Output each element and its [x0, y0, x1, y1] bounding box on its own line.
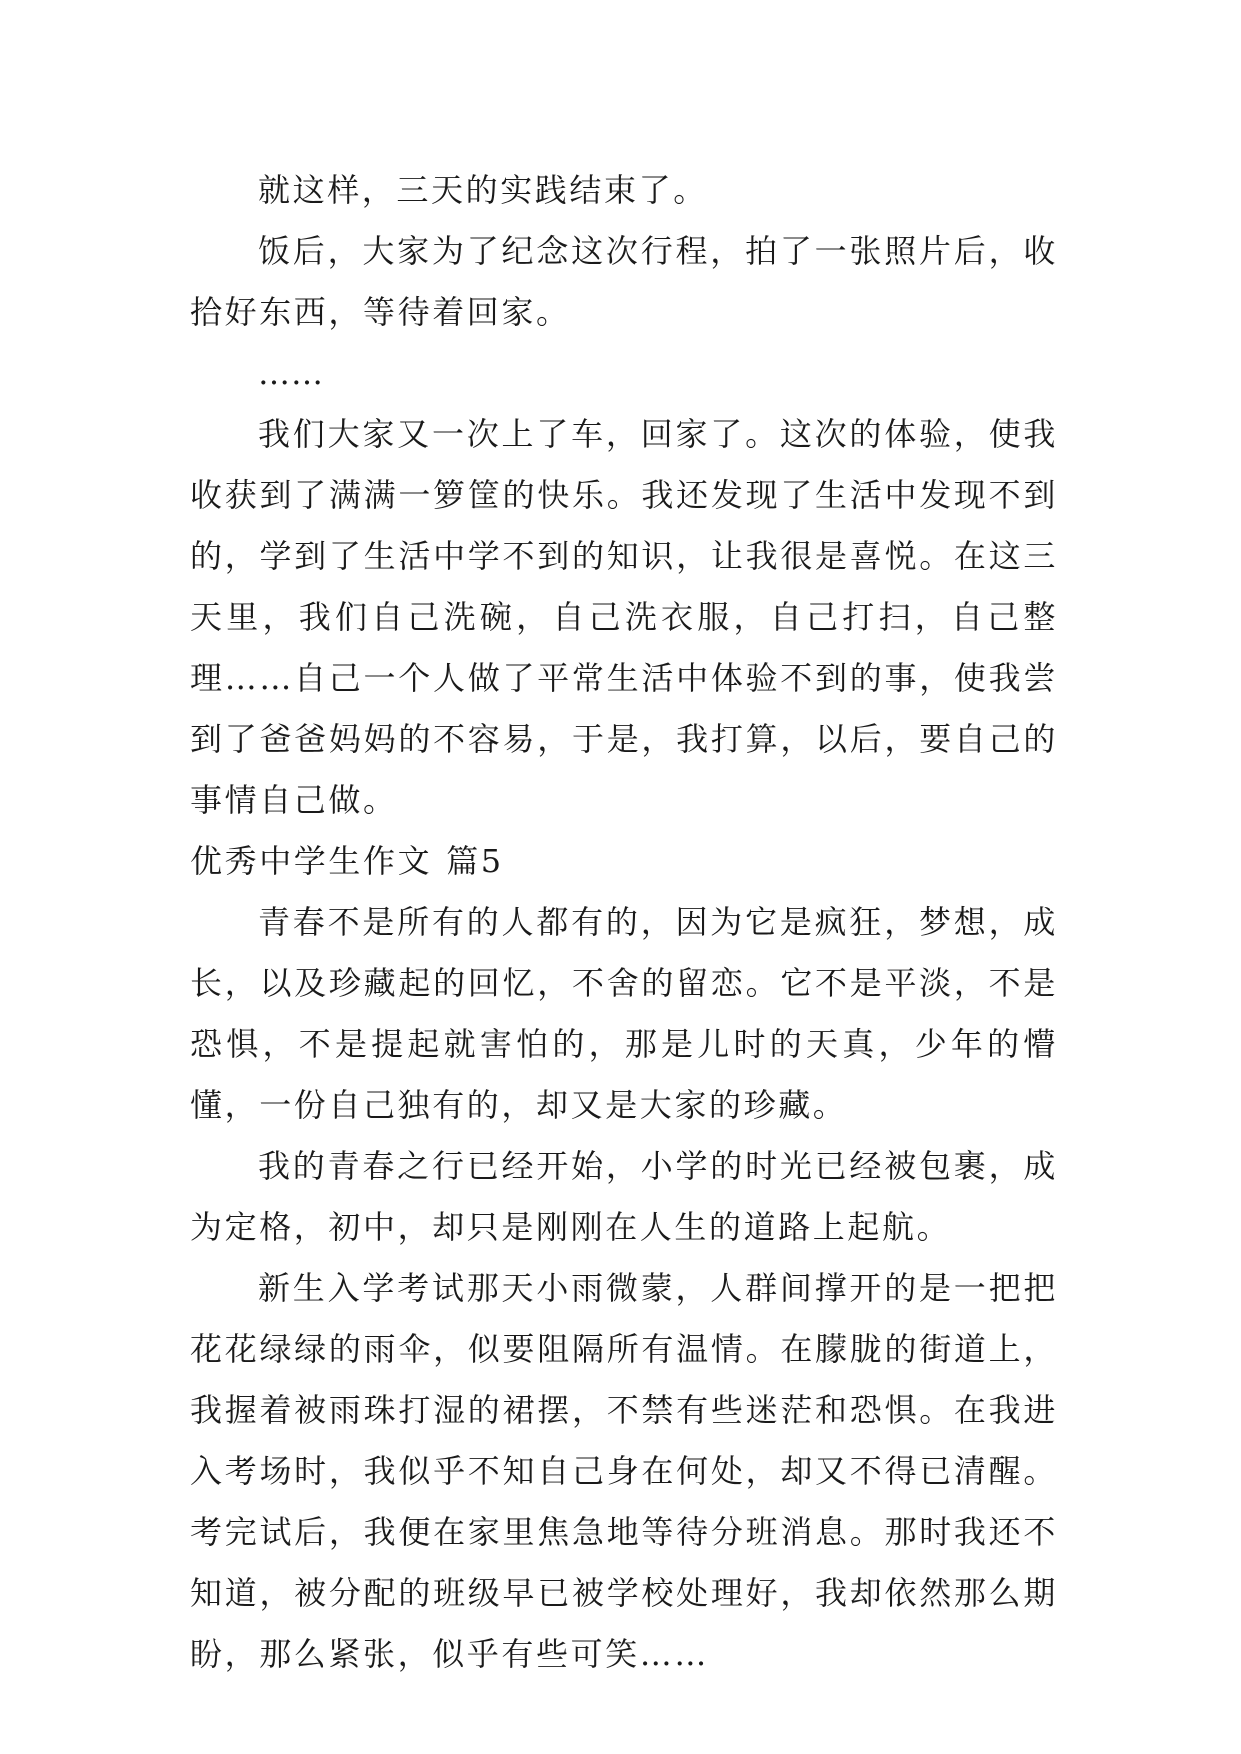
document-body	[190, 160, 1058, 1685]
paragraph-going-home: 我们大家又一次上了车，回家了。这次的体验，使我收获到了满满一箩筐的快乐。我还发现了生活中发现不到的，学到了生活中学不到的知识，让我很是喜悦。在这三天里，我们自己洗碗，自己洗衣服，自己打扫，自己整理……自己一个人做了平常生活中体验不到的事，使我尝到了爸爸妈妈的不容易，于是，我打算，以后，要自己的事情自己做。	[190, 415, 1058, 819]
paragraph-entrance-exam: 新生入学考试那天小雨微蒙，人群间撑开的是一把把花花绿绿的雨伞，似要阻隔所有温情。在朦胧的街道上，我握着被雨珠打湿的裙摆，不禁有些迷茫和恐惧。在我进入考场时，我似乎不知自己身在何处，却又不得已清醒。考完试后，我便在家里焦急地等待分班消息。那时我还不知道，被分配的班级早已被学校处理好，我却依然那么期盼，那么紧张，似乎有些可笑……	[190, 1269, 1058, 1673]
paragraph-youth-journey: 我的青春之行已经开始，小学的时光已经被包裹，成为定格，初中，却只是刚刚在人生的道路上起航。	[190, 1147, 1058, 1246]
paragraph-practice-ended: 就这样，三天的实践结束了。	[258, 171, 708, 209]
section-heading	[190, 831, 1058, 892]
section-heading-number: 篇5	[446, 842, 504, 880]
section-heading-title: 优秀中学生作文	[190, 842, 433, 880]
paragraph-after-meal: 饭后，大家为了纪念这次行程，拍了一张照片后，收拾好东西，等待着回家。	[190, 232, 1058, 331]
paragraph-youth: 青春不是所有的人都有的，因为它是疯狂，梦想，成长，以及珍藏起的回忆，不舍的留恋。它不是平淡，不是恐惧，不是提起就害怕的，那是儿时的天真，少年的懵懂，一份自己独有的，却又是大家的珍藏。	[190, 903, 1058, 1124]
ellipsis-line: ……	[258, 354, 324, 392]
